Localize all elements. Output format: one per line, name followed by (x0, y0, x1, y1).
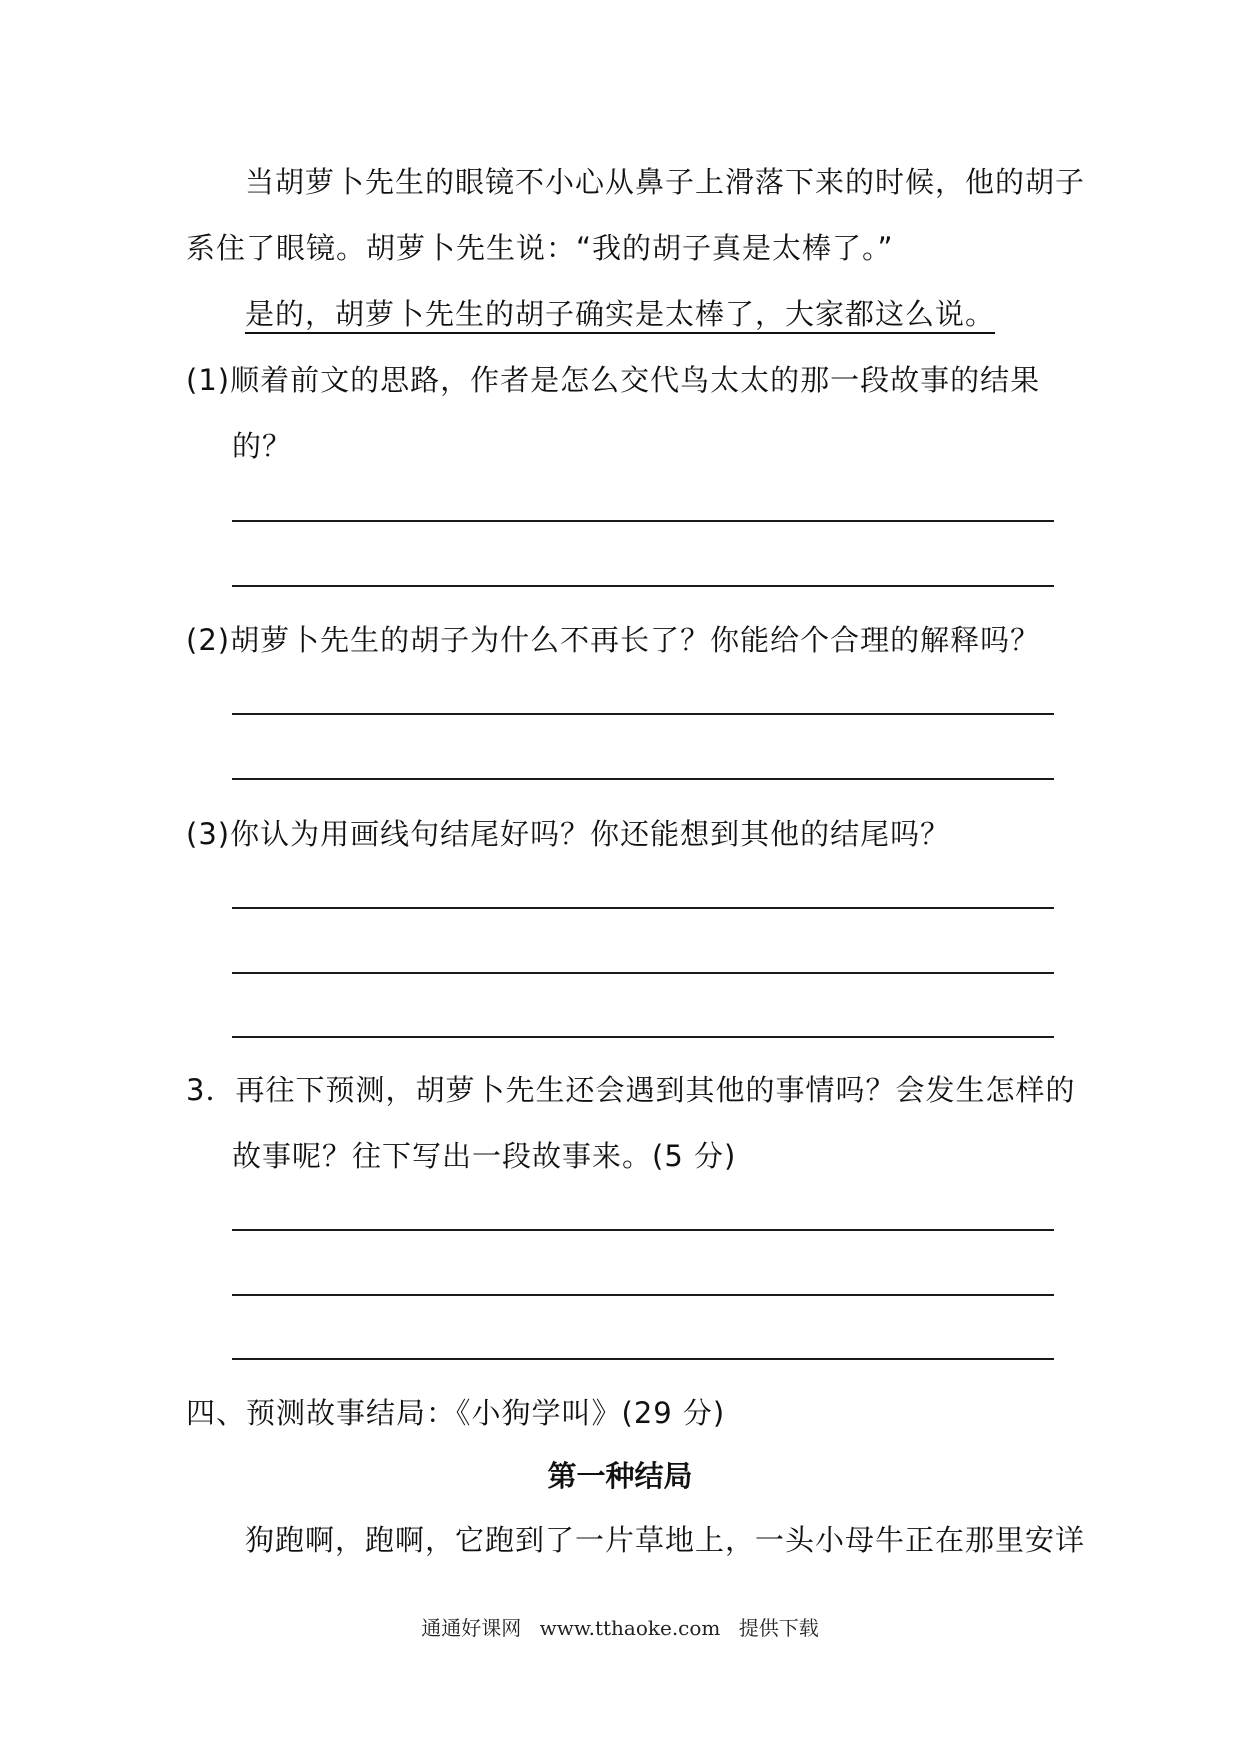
story-paragraph-1-line-1: 当胡萝卜先生的眼镜不小心从鼻子上滑落下来的时候，他的胡子 (245, 165, 1086, 199)
answer-line[interactable] (232, 907, 1054, 909)
footer-site-name: 通通好课网 (421, 1616, 522, 1640)
question-3: (3)你认为用画线句结尾好吗？你还能想到其他的结尾吗？ (186, 817, 951, 851)
answer-line[interactable] (232, 1036, 1054, 1038)
story-paragraph-1-line-2: 系住了眼镜。胡萝卜先生说：“我的胡子真是太棒了。” (186, 231, 894, 265)
story-underlined-sentence: 是的，胡萝卜先生的胡子确实是太棒了，大家都这么说。 (245, 297, 996, 331)
ending-paragraph-line-1: 狗跑啊，跑啊，它跑到了一片草地上，一头小母牛正在那里安详 (245, 1523, 1086, 1557)
question-2: (2)胡萝卜先生的胡子为什么不再长了？你能给个合理的解释吗？ (186, 623, 1041, 657)
ending-subtitle: 第一种结局 (547, 1459, 693, 1493)
answer-line[interactable] (232, 713, 1054, 715)
question-1-line-2: 的？ (232, 429, 293, 463)
footer-url-link[interactable]: www.tthaoke.com (539, 1616, 721, 1640)
answer-line[interactable] (232, 1229, 1054, 1231)
question-main-3-line-2: 故事呢？往下写出一段故事来。(5 分) (232, 1139, 737, 1173)
question-main-3-line-1: 3．再往下预测，胡萝卜先生还会遇到其他的事情吗？会发生怎样的 (186, 1073, 1076, 1107)
answer-line[interactable] (232, 1358, 1054, 1360)
footer (0, 1614, 1240, 1642)
answer-line[interactable] (232, 520, 1054, 522)
section-4-heading: 四、预测故事结局：《小狗学叫》(29 分) (186, 1396, 726, 1430)
answer-line[interactable] (232, 972, 1054, 974)
answer-line[interactable] (232, 778, 1054, 780)
footer-note: 提供下载 (738, 1616, 819, 1640)
answer-line[interactable] (232, 585, 1054, 587)
answer-line[interactable] (232, 1294, 1054, 1296)
question-1-line-1: (1)顺着前文的思路，作者是怎么交代鸟太太的那一段故事的结果 (186, 363, 1041, 397)
